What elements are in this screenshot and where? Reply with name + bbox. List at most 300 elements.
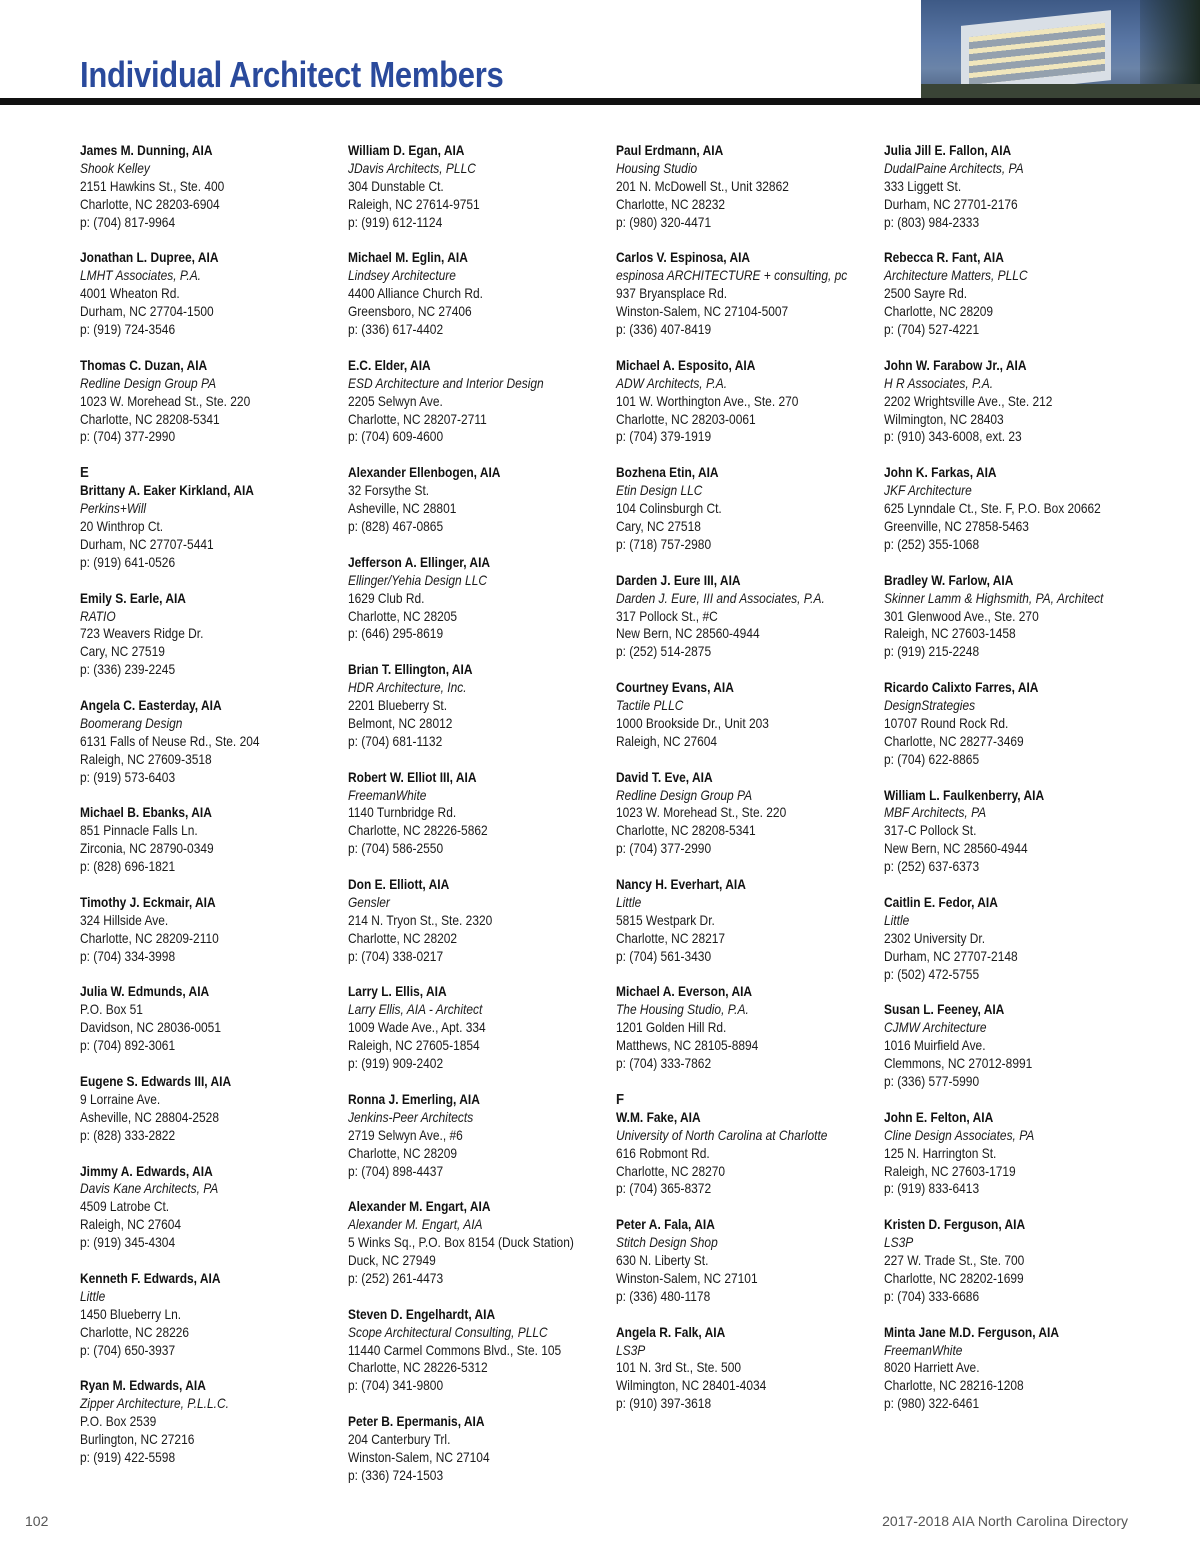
member-entry <box>348 249 579 339</box>
member-address-line: 2719 Selwyn Ave., #6 <box>348 1127 463 1143</box>
member-address-line: Asheville, NC 28804-2528 <box>80 1109 219 1125</box>
member-address-line: Charlotte, NC 28270 <box>616 1163 726 1179</box>
member-entry <box>80 142 311 232</box>
member-firm: JKF Architecture <box>884 483 972 499</box>
member-firm: DesignStrategies <box>884 698 976 714</box>
member-firm: ESD Architecture and Interior Design <box>348 375 544 391</box>
member-entry <box>80 590 311 680</box>
member-phone: p: (336) 480-1178 <box>616 1288 711 1304</box>
member-phone: p: (704) 333-6686 <box>884 1288 980 1304</box>
member-entry <box>616 572 847 662</box>
member-entry <box>348 142 579 232</box>
member-firm: DudaIPaine Architects, PA <box>884 160 1024 176</box>
member-entry <box>80 894 311 966</box>
member-address-line: 20 Winthrop Ct. <box>80 518 164 534</box>
member-address-line: 317-C Pollock St. <box>884 823 977 839</box>
member-address-line: New Bern, NC 28560-4944 <box>616 626 760 642</box>
member-entry <box>616 1324 847 1414</box>
member-name: Angela R. Falk, AIA <box>616 1324 726 1340</box>
member-address-line: 101 N. 3rd St., Ste. 500 <box>616 1360 742 1376</box>
member-name: Courtney Evans, AIA <box>616 680 734 696</box>
member-address-line: 625 Lynndale Ct., Ste. F, P.O. Box 20662 <box>884 501 1101 517</box>
member-address-line: 11440 Carmel Commons Blvd., Ste. 105 <box>348 1342 562 1358</box>
member-phone: p: (919) 724-3546 <box>80 322 176 338</box>
member-firm: Stitch Design Shop <box>616 1235 718 1251</box>
member-address-line: 9 Lorraine Ave. <box>80 1091 161 1107</box>
member-name: Robert W. Elliot III, AIA <box>348 769 477 785</box>
member-address-line: Charlotte, NC 28209 <box>884 304 994 320</box>
member-address-line: Raleigh, NC 27604 <box>80 1217 182 1233</box>
member-phone: p: (910) 343-6008, ext. 23 <box>884 429 1022 445</box>
member-firm: Gensler <box>348 894 390 910</box>
member-firm: The Housing Studio, P.A. <box>616 1002 749 1018</box>
member-address-line: Asheville, NC 28801 <box>348 501 457 517</box>
member-name: E.C. Elder, AIA <box>348 357 431 373</box>
member-entry <box>80 464 311 571</box>
member-name: William D. Egan, AIA <box>348 143 465 158</box>
member-address-line: 324 Hillside Ave. <box>80 912 169 928</box>
member-address-line: 5815 Westpark Dr. <box>616 912 715 928</box>
member-address-line: Burlington, NC 27216 <box>80 1432 195 1448</box>
member-address-line: 1009 Wade Ave., Apt. 334 <box>348 1020 486 1036</box>
member-address-line: Charlotte, NC 28232 <box>616 196 726 212</box>
member-entry <box>616 464 847 554</box>
member-entry <box>348 464 579 536</box>
member-address-line: 2302 University Dr. <box>884 930 986 946</box>
member-address-line: Charlotte, NC 28209-2110 <box>80 930 219 946</box>
member-entry <box>884 679 1115 769</box>
member-entry <box>884 142 1115 232</box>
member-phone: p: (704) 377-2990 <box>616 841 712 857</box>
member-name: Michael B. Ebanks, AIA <box>80 805 212 821</box>
member-address-line: 204 Canterbury Trl. <box>348 1432 451 1448</box>
member-address-line: Durham, NC 27701-2176 <box>884 196 1018 212</box>
member-address-line: Zirconia, NC 28790-0349 <box>80 841 214 857</box>
member-firm: LS3P <box>616 1342 646 1358</box>
page-number: 102 <box>25 1513 49 1529</box>
member-entry <box>80 1270 311 1360</box>
member-entry <box>348 769 579 859</box>
member-firm: Tactile PLLC <box>616 698 684 714</box>
member-firm: RATIO <box>80 608 116 624</box>
member-address-line: Cary, NC 27518 <box>616 518 701 534</box>
member-name: Brian T. Ellington, AIA <box>348 662 473 678</box>
member-entry <box>80 1377 311 1467</box>
member-phone: p: (704) 341-9800 <box>348 1378 444 1394</box>
member-phone: p: (704) 379-1919 <box>616 429 712 445</box>
member-entry <box>348 1306 579 1396</box>
member-phone: p: (704) 892-3061 <box>80 1038 176 1054</box>
member-address-line: Charlotte, NC 28216-1208 <box>884 1378 1024 1394</box>
directory-title: 2017-2018 AIA North Carolina Directory <box>882 1513 1128 1529</box>
member-entry <box>80 1163 311 1253</box>
member-firm: Little <box>884 912 910 928</box>
member-address-line: 616 Robmont Rd. <box>616 1145 710 1161</box>
member-firm: LS3P <box>884 1235 914 1251</box>
member-name: Carlos V. Espinosa, AIA <box>616 250 751 266</box>
member-name: Julia Jill E. Fallon, AIA <box>884 143 1012 158</box>
member-firm: MBF Architects, PA <box>884 805 987 821</box>
member-phone: p: (980) 322-6461 <box>884 1396 980 1412</box>
member-phone: p: (704) 333-7862 <box>616 1056 712 1072</box>
member-entry <box>884 357 1115 447</box>
member-name: Jimmy A. Edwards, AIA <box>80 1163 213 1179</box>
member-phone: p: (828) 333-2822 <box>80 1127 176 1143</box>
member-phone: p: (919) 833-6413 <box>884 1181 980 1197</box>
member-phone: p: (704) 365-8372 <box>616 1181 712 1197</box>
member-name: W.M. Fake, AIA <box>616 1109 701 1125</box>
member-name: John K. Farkas, AIA <box>884 465 997 481</box>
member-entry <box>884 572 1115 662</box>
member-name: Michael A. Everson, AIA <box>616 984 753 1000</box>
member-name: Eugene S. Edwards III, AIA <box>80 1073 232 1089</box>
member-address-line: Greensboro, NC 27406 <box>348 304 472 320</box>
member-name: Brittany A. Eaker Kirkland, AIA <box>80 483 254 499</box>
member-firm: Jenkins-Peer Architects <box>348 1109 474 1125</box>
member-name: David T. Eve, AIA <box>616 769 713 785</box>
member-phone: p: (252) 355-1068 <box>884 536 980 552</box>
member-name: Paul Erdmann, AIA <box>616 143 724 158</box>
member-entry <box>616 769 847 859</box>
member-name: Minta Jane M.D. Ferguson, AIA <box>884 1324 1060 1340</box>
member-phone: p: (704) 377-2990 <box>80 429 176 445</box>
member-name: Peter A. Fala, AIA <box>616 1217 715 1233</box>
member-address-line: Durham, NC 27704-1500 <box>80 304 214 320</box>
member-name: Jefferson A. Ellinger, AIA <box>348 554 491 570</box>
member-phone: p: (919) 909-2402 <box>348 1056 444 1072</box>
member-firm: Redline Design Group PA <box>80 375 217 391</box>
member-address-line: Charlotte, NC 28203-0061 <box>616 411 756 427</box>
member-name: James M. Dunning, AIA <box>80 143 213 158</box>
member-name: Larry L. Ellis, AIA <box>348 984 447 1000</box>
member-entry <box>616 983 847 1073</box>
member-address-line: 125 N. Harrington St. <box>884 1145 997 1161</box>
member-entry <box>348 661 579 751</box>
header-rule <box>0 98 1200 105</box>
member-address-line: 2202 Wrightsville Ave., Ste. 212 <box>884 393 1053 409</box>
member-firm: Housing Studio <box>616 160 698 176</box>
member-entry <box>80 983 311 1055</box>
directory-column-1 <box>80 142 342 1485</box>
member-name: Ronna J. Emerling, AIA <box>348 1091 480 1107</box>
member-name: Jonathan L. Dupree, AIA <box>80 250 219 266</box>
member-address-line: 4509 Latrobe Ct. <box>80 1199 170 1215</box>
member-firm: espinosa ARCHITECTURE + consulting, pc <box>616 268 848 284</box>
ground-shape <box>921 84 1200 98</box>
member-name: Timothy J. Eckmair, AIA <box>80 894 216 910</box>
member-address-line: Raleigh, NC 27603-1458 <box>884 626 1016 642</box>
member-firm: Skinner Lamm & Highsmith, PA, Architect <box>884 590 1104 606</box>
member-address-line: Charlotte, NC 28217 <box>616 930 726 946</box>
member-phone: p: (919) 573-6403 <box>80 769 176 785</box>
member-entry <box>616 357 847 447</box>
member-name: Kristen D. Ferguson, AIA <box>884 1217 1026 1233</box>
member-name: Caitlin E. Fedor, AIA <box>884 894 998 910</box>
member-phone: p: (704) 622-8865 <box>884 751 980 767</box>
member-address-line: Clemmons, NC 27012-8991 <box>884 1056 1033 1072</box>
member-name: Bozhena Etin, AIA <box>616 465 719 481</box>
member-name: Don E. Elliott, AIA <box>348 877 450 893</box>
member-address-line: 1016 Muirfield Ave. <box>884 1038 986 1054</box>
member-entry <box>348 357 579 447</box>
member-firm: JDavis Architects, PLLC <box>348 160 476 176</box>
header-building-photo <box>921 0 1200 98</box>
member-entry <box>80 697 311 787</box>
member-phone: p: (919) 345-4304 <box>80 1235 176 1251</box>
member-firm: Cline Design Associates, PA <box>884 1127 1035 1143</box>
member-address-line: Raleigh, NC 27614-9751 <box>348 196 480 212</box>
member-phone: p: (336) 724-1503 <box>348 1467 444 1483</box>
member-address-line: Winston-Salem, NC 27101 <box>616 1270 758 1286</box>
member-address-line: P.O. Box 2539 <box>80 1414 157 1430</box>
member-address-line: Wilmington, NC 28401-4034 <box>616 1378 767 1394</box>
member-address-line: 333 Liggett St. <box>884 178 962 194</box>
member-firm: Little <box>80 1288 106 1304</box>
member-phone: p: (336) 407-8419 <box>616 322 712 338</box>
member-entry <box>616 679 847 751</box>
member-address-line: 2500 Sayre Rd. <box>884 286 968 302</box>
member-phone: p: (704) 681-1132 <box>348 733 443 749</box>
member-address-line: Davidson, NC 28036-0051 <box>80 1020 221 1036</box>
member-entry <box>348 1413 579 1485</box>
member-entry <box>616 1091 847 1198</box>
member-name: Michael A. Esposito, AIA <box>616 357 756 373</box>
member-name: Alexander M. Engart, AIA <box>348 1199 491 1215</box>
member-address-line: 2151 Hawkins St., Ste. 400 <box>80 178 225 194</box>
member-name: Rebecca R. Fant, AIA <box>884 250 1004 266</box>
section-letter: F <box>616 1090 625 1108</box>
member-phone: p: (919) 215-2248 <box>884 644 980 660</box>
member-address-line: Charlotte, NC 28202-1699 <box>884 1270 1024 1286</box>
member-address-line: 101 W. Worthington Ave., Ste. 270 <box>616 393 799 409</box>
member-entry <box>80 1073 311 1145</box>
member-entry <box>80 804 311 876</box>
member-address-line: Belmont, NC 28012 <box>348 715 453 731</box>
member-address-line: Cary, NC 27519 <box>80 644 165 660</box>
member-name: Kenneth F. Edwards, AIA <box>80 1270 221 1286</box>
member-firm: LMHT Associates, P.A. <box>80 268 201 284</box>
directory-column-2 <box>348 142 610 1503</box>
member-firm: Little <box>616 894 642 910</box>
member-entry <box>884 1001 1115 1091</box>
member-address-line: 2201 Blueberry St. <box>348 698 448 714</box>
member-phone: p: (718) 757-2980 <box>616 536 712 552</box>
member-entry <box>348 1198 579 1288</box>
member-phone: p: (646) 295-8619 <box>348 626 444 642</box>
member-address-line: 2205 Selwyn Ave. <box>348 393 443 409</box>
member-entry <box>884 1109 1115 1199</box>
member-phone: p: (704) 898-4437 <box>348 1163 444 1179</box>
member-phone: p: (704) 334-3998 <box>80 948 176 964</box>
member-address-line: Charlotte, NC 28205 <box>348 608 458 624</box>
member-name: Emily S. Earle, AIA <box>80 590 186 606</box>
member-address-line: 5 Winks Sq., P.O. Box 8154 (Duck Station) <box>348 1235 574 1251</box>
member-address-line: 214 N. Tryon St., Ste. 2320 <box>348 912 493 928</box>
member-address-line: Charlotte, NC 28226-5862 <box>348 823 488 839</box>
member-address-line: Wilmington, NC 28403 <box>884 411 1004 427</box>
member-address-line: Durham, NC 27707-2148 <box>884 948 1018 964</box>
member-address-line: Winston-Salem, NC 27104-5007 <box>616 304 789 320</box>
member-firm: Ellinger/Yehia Design LLC <box>348 572 487 588</box>
member-phone: p: (336) 577-5990 <box>884 1074 980 1089</box>
member-name: Bradley W. Farlow, AIA <box>884 572 1014 588</box>
member-address-line: 851 Pinnacle Falls Ln. <box>80 823 198 839</box>
member-address-line: Raleigh, NC 27604 <box>616 733 718 749</box>
member-firm: Boomerang Design <box>80 715 183 731</box>
member-entry <box>80 249 311 339</box>
member-phone: p: (704) 609-4600 <box>348 429 444 445</box>
member-entry <box>884 1324 1115 1414</box>
member-address-line: Matthews, NC 28105-8894 <box>616 1038 759 1054</box>
member-firm: Larry Ellis, AIA - Architect <box>348 1002 483 1018</box>
member-name: Michael M. Eglin, AIA <box>348 250 468 266</box>
member-name: Darden J. Eure III, AIA <box>616 572 741 588</box>
member-address-line: 4400 Alliance Church Rd. <box>348 286 483 302</box>
member-entry <box>884 894 1115 984</box>
member-firm: Scope Architectural Consulting, PLLC <box>348 1324 548 1340</box>
member-firm: FreemanWhite <box>884 1342 963 1358</box>
member-address-line: 1023 W. Morehead St., Ste. 220 <box>80 393 251 409</box>
member-entry <box>348 1091 579 1181</box>
member-address-line: 1201 Golden Hill Rd. <box>616 1020 727 1036</box>
member-phone: p: (704) 338-0217 <box>348 948 444 964</box>
member-phone: p: (252) 261-4473 <box>348 1270 444 1286</box>
member-name: Angela C. Easterday, AIA <box>80 698 222 714</box>
member-address-line: 1140 Turnbridge Rd. <box>348 805 457 821</box>
member-address-line: Charlotte, NC 28226-5312 <box>348 1360 488 1376</box>
member-firm: H R Associates, P.A. <box>884 375 994 391</box>
member-entry <box>616 1216 847 1306</box>
member-phone: p: (252) 514-2875 <box>616 644 712 660</box>
member-firm: ADW Architects, P.A. <box>616 375 728 391</box>
member-phone: p: (336) 239-2245 <box>80 662 176 678</box>
member-address-line: Raleigh, NC 27603-1719 <box>884 1163 1016 1179</box>
page-title: Individual Architect Members <box>80 54 504 95</box>
member-phone: p: (828) 696-1821 <box>80 859 176 875</box>
member-firm: HDR Architecture, Inc. <box>348 680 467 696</box>
directory-column-3 <box>616 142 878 1431</box>
member-address-line: 630 N. Liberty St. <box>616 1253 709 1269</box>
member-address-line: 6131 Falls of Neuse Rd., Ste. 204 <box>80 733 260 749</box>
member-phone: p: (336) 617-4402 <box>348 322 444 338</box>
member-name: Ryan M. Edwards, AIA <box>80 1378 206 1394</box>
member-address-line: Durham, NC 27707-5441 <box>80 536 214 552</box>
member-address-line: 32 Forsythe St. <box>348 483 430 499</box>
member-entry <box>616 249 847 339</box>
member-address-line: 1000 Brookside Dr., Unit 203 <box>616 715 769 731</box>
member-address-line: 104 Colinsburgh Ct. <box>616 501 722 517</box>
member-phone: p: (910) 397-3618 <box>616 1396 712 1412</box>
member-firm: Architecture Matters, PLLC <box>884 268 1028 284</box>
member-address-line: Raleigh, NC 27609-3518 <box>80 751 212 767</box>
member-address-line: 301 Glenwood Ave., Ste. 270 <box>884 608 1039 624</box>
member-address-line: Charlotte, NC 28208-5341 <box>616 823 756 839</box>
member-address-line: Charlotte, NC 28209 <box>348 1145 458 1161</box>
member-entry <box>616 142 847 232</box>
member-address-line: 201 N. McDowell St., Unit 32862 <box>616 178 789 194</box>
member-phone: p: (502) 472-5755 <box>884 966 980 982</box>
member-firm: CJMW Architecture <box>884 1020 987 1036</box>
member-firm: Darden J. Eure, III and Associates, P.A. <box>616 590 825 606</box>
member-address-line: Greenville, NC 27858-5463 <box>884 518 1029 534</box>
member-phone: p: (980) 320-4471 <box>616 214 712 230</box>
member-address-line: 1023 W. Morehead St., Ste. 220 <box>616 805 787 821</box>
member-phone: p: (704) 650-3937 <box>80 1342 176 1358</box>
member-name: Susan L. Feeney, AIA <box>884 1002 1005 1018</box>
directory-column-4 <box>884 142 1146 1431</box>
member-address-line: 8020 Harriett Ave. <box>884 1360 980 1376</box>
member-address-line: New Bern, NC 28560-4944 <box>884 841 1028 857</box>
member-phone: p: (252) 637-6373 <box>884 859 980 875</box>
member-address-line: 723 Weavers Ridge Dr. <box>80 626 204 642</box>
member-name: Ricardo Calixto Farres, AIA <box>884 680 1039 696</box>
member-address-line: Charlotte, NC 28203-6904 <box>80 196 220 212</box>
member-firm: Redline Design Group PA <box>616 787 753 803</box>
member-phone: p: (919) 612-1124 <box>348 214 443 230</box>
member-entry <box>884 787 1115 877</box>
member-name: Alexander Ellenbogen, AIA <box>348 465 501 481</box>
member-firm: Alexander M. Engart, AIA <box>348 1217 483 1233</box>
member-entry <box>348 554 579 644</box>
member-entry <box>616 876 847 966</box>
member-name: Julia W. Edmunds, AIA <box>80 984 210 1000</box>
member-address-line: 1450 Blueberry Ln. <box>80 1306 182 1322</box>
member-address-line: 1629 Club Rd. <box>348 590 425 606</box>
member-address-line: P.O. Box 51 <box>80 1002 143 1018</box>
member-phone: p: (704) 586-2550 <box>348 841 444 857</box>
member-phone: p: (828) 467-0865 <box>348 518 444 534</box>
member-phone: p: (704) 527-4221 <box>884 322 980 338</box>
member-address-line: Raleigh, NC 27605-1854 <box>348 1038 480 1054</box>
member-name: Steven D. Engelhardt, AIA <box>348 1306 496 1322</box>
member-name: John W. Farabow Jr., AIA <box>884 357 1027 373</box>
member-address-line: Charlotte, NC 28208-5341 <box>80 411 220 427</box>
member-phone: p: (803) 984-2333 <box>884 214 980 230</box>
member-address-line: Winston-Salem, NC 27104 <box>348 1449 490 1465</box>
member-phone: p: (704) 561-3430 <box>616 948 712 964</box>
member-address-line: Charlotte, NC 28207-2711 <box>348 411 487 427</box>
member-address-line: 10707 Round Rock Rd. <box>884 715 1009 731</box>
member-firm: Perkins+Will <box>80 501 147 517</box>
member-address-line: 317 Pollock St., #C <box>616 608 718 624</box>
member-name: Peter B. Epermanis, AIA <box>348 1414 485 1430</box>
section-letter: E <box>80 464 89 482</box>
member-name: Thomas C. Duzan, AIA <box>80 357 208 373</box>
member-name: William L. Faulkenberry, AIA <box>884 787 1045 803</box>
member-phone: p: (704) 817-9964 <box>80 214 176 230</box>
member-phone: p: (919) 641-0526 <box>80 554 176 570</box>
member-address-line: Charlotte, NC 28202 <box>348 930 458 946</box>
member-address-line: 304 Dunstable Ct. <box>348 178 444 194</box>
member-entry <box>80 357 311 447</box>
member-firm: Lindsey Architecture <box>348 268 456 284</box>
member-address-line: 227 W. Trade St., Ste. 700 <box>884 1253 1025 1269</box>
member-firm: Etin Design LLC <box>616 483 703 499</box>
member-phone: p: (919) 422-5598 <box>80 1449 176 1465</box>
member-address-line: 4001 Wheaton Rd. <box>80 286 180 302</box>
member-entry <box>884 1216 1115 1306</box>
member-firm: FreemanWhite <box>348 787 427 803</box>
member-entry <box>884 249 1115 339</box>
member-address-line: Duck, NC 27949 <box>348 1253 436 1269</box>
member-firm: Davis Kane Architects, PA <box>80 1181 219 1197</box>
member-name: John E. Felton, AIA <box>884 1109 994 1125</box>
member-firm: University of North Carolina at Charlotte <box>616 1127 828 1143</box>
member-entry <box>348 983 579 1073</box>
member-firm: Shook Kelley <box>80 160 150 176</box>
member-firm: Zipper Architecture, P.L.L.C. <box>80 1396 229 1412</box>
member-address-line: Charlotte, NC 28226 <box>80 1324 190 1340</box>
